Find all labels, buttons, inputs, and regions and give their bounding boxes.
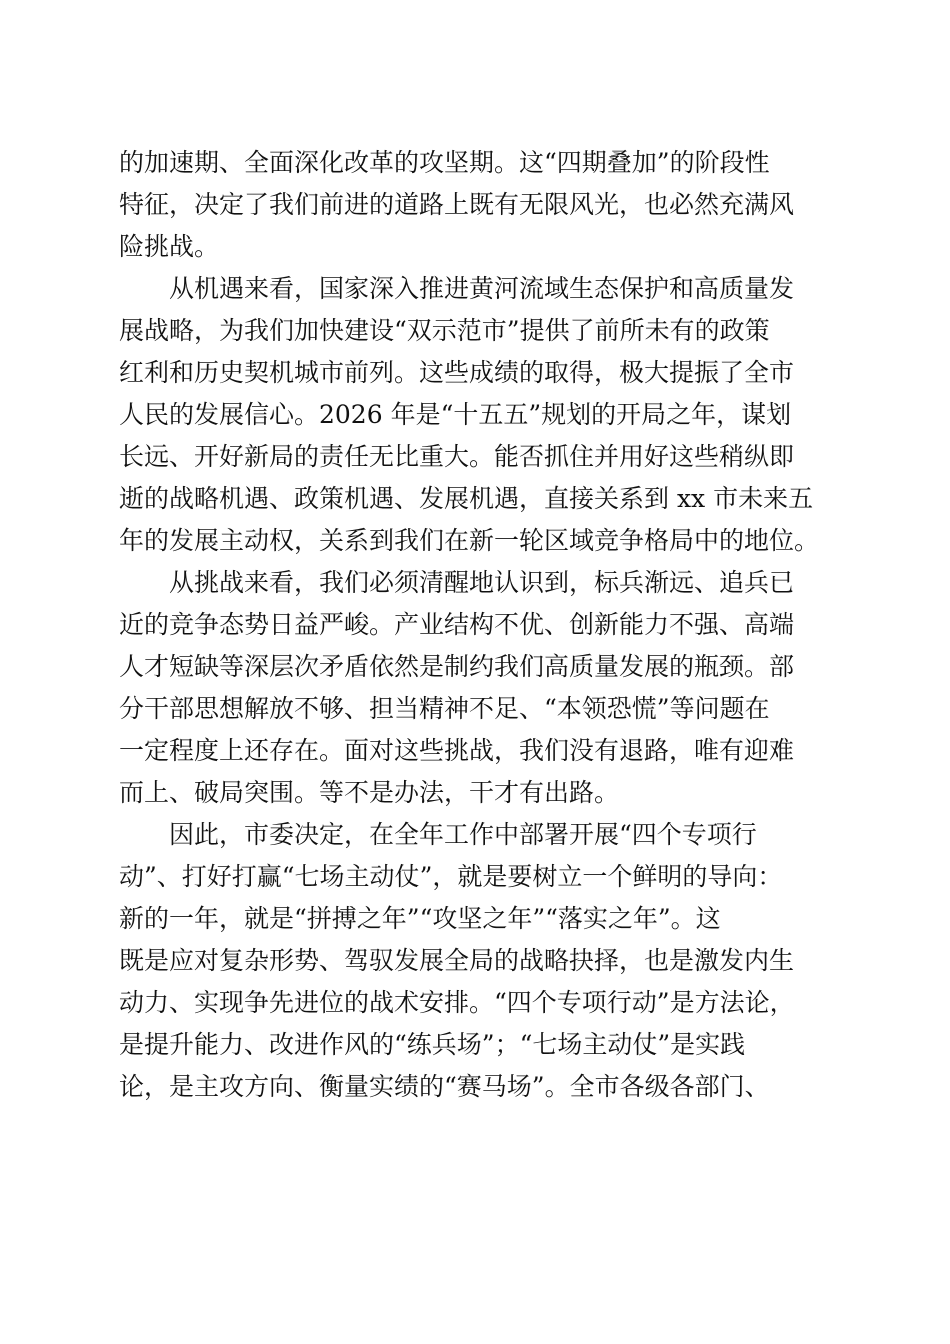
text-line: 动”、打好打赢“七场主动仗”，就是要树立一个鲜明的导向： [119, 862, 783, 891]
text-line: 展战略，为我们加快建设“双示范市”提供了前所未有的政策 [119, 316, 770, 345]
text-line: 动力、实现争先进位的战术安排。“四个专项行动”是方法论， [119, 988, 795, 1017]
text-line: 年的发展主动权，关系到我们在新一轮区域竞争格局中的地位。 [119, 526, 820, 555]
text-line: 红利和历史契机城市前列。这些成绩的取得，极大提振了全市 [119, 358, 795, 387]
paragraph-2 [119, 268, 839, 562]
text-line: 分干部思想解放不够、担当精神不足、“本领恐慌”等问题在 [119, 694, 770, 723]
text-line: 论，是主攻方向、衡量实绩的“赛马场”。全市各级各部门、 [119, 1072, 770, 1101]
text-line: 特征，决定了我们前进的道路上既有无限风光，也必然充满风 [119, 190, 795, 219]
paragraph-3 [119, 562, 839, 814]
paragraph-1 [119, 142, 839, 268]
text-line: 而上、破局突围。等不是办法，干才有出路。 [119, 778, 620, 807]
text-line: 新的一年，就是“拼搏之年”“攻坚之年”“落实之年”。这 [119, 904, 721, 933]
text-line: 是提升能力、改进作风的“练兵场”；“七场主动仗”是实践 [119, 1030, 746, 1059]
text-line: 长远、开好新局的责任无比重大。能否抓住并用好这些稍纵即 [119, 442, 795, 471]
text-line: 从挑战来看，我们必须清醒地认识到，标兵渐远、追兵已 [169, 568, 795, 597]
text-line: 人才短缺等深层次矛盾依然是制约我们高质量发展的瓶颈。部 [119, 652, 795, 681]
text-line: 人民的发展信心。2026 年是“十五五”规划的开局之年，谋划 [119, 400, 792, 429]
text-line: 近的竞争态势日益严峻。产业结构不优、创新能力不强、高端 [119, 610, 795, 639]
text-line: 逝的战略机遇、政策机遇、发展机遇，直接关系到 xx 市未来五 [119, 484, 814, 513]
text-line: 从机遇来看，国家深入推进黄河流域生态保护和高质量发 [169, 274, 795, 303]
paragraph-4 [119, 814, 839, 1108]
body-text [119, 142, 839, 1108]
text-line: 险挑战。 [119, 232, 220, 261]
text-line: 一定程度上还存在。面对这些挑战，我们没有退路，唯有迎难 [119, 736, 795, 765]
text-line: 既是应对复杂形势、驾驭发展全局的战略抉择，也是激发内生 [119, 946, 795, 975]
text-line: 的加速期、全面深化改革的攻坚期。这“四期叠加”的阶段性 [119, 148, 770, 177]
text-line: 因此，市委决定，在全年工作中部署开展“四个专项行 [169, 820, 757, 849]
